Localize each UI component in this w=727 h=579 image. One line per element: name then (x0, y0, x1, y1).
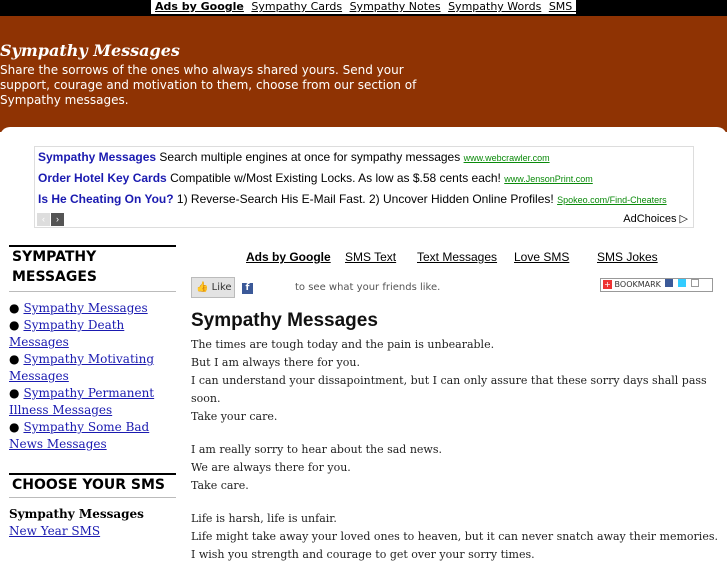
sidebar-link[interactable]: Sympathy Permanent Illness Messages (9, 386, 155, 417)
ads-by-google-link[interactable]: Ads by Google (155, 0, 244, 13)
twitter-share-icon (678, 279, 686, 287)
site-title[interactable]: Sympathy Messages (0, 41, 180, 60)
ad-desc: Search multiple engines at once for sympathy messages (159, 150, 461, 164)
ad-url[interactable]: www.webcrawler.com (463, 153, 550, 163)
next-ad-button[interactable]: › (51, 213, 64, 226)
prev-ad-button[interactable]: ‹ (37, 213, 50, 226)
article-line: But I am always there for you. (191, 356, 360, 369)
friends-like-text: to see what your friends like. (295, 282, 441, 293)
article-paragraph (191, 336, 721, 426)
thumbs-up-icon: 👍 (196, 282, 209, 293)
top-ad-link[interactable]: SMS Message (548, 0, 624, 13)
top-ad-links (151, 0, 624, 14)
sidebar-item[interactable] (9, 385, 179, 419)
link-ad[interactable]: Text Messages (417, 250, 498, 264)
top-ad-link[interactable]: Sympathy Words (448, 0, 542, 13)
article-title: Sympathy Messages (191, 310, 378, 331)
bullet-icon: ● (9, 318, 20, 332)
sidebar-heading-sms: CHOOSE YOUR SMS (9, 473, 176, 498)
sidebar-item[interactable] (9, 351, 179, 385)
ad-desc: Compatible w/Most Existing Locks. As low as $.58 cents each! (170, 171, 501, 185)
sidebar-link[interactable]: Sympathy Some Bad News Messages (9, 420, 150, 451)
like-label: Like (211, 282, 232, 293)
bullet-icon: ● (9, 301, 20, 315)
top-ad-link[interactable]: Sympathy Notes (349, 0, 441, 13)
like-button[interactable] (191, 277, 235, 298)
article-line: I can understand your dissapointment, but I can only assure that these sorry days shall pass soon. (191, 374, 707, 405)
article-line: We are always there for you. (191, 461, 351, 474)
sms-link-new-year[interactable]: New Year SMS (9, 524, 101, 538)
ad-box (34, 146, 694, 228)
article-line: The times are tough today and the pain is unbearable. (191, 338, 495, 351)
article-line: I wish you strength and courage to get over your sorry times. (191, 548, 535, 561)
site-description: Share the sorrows of the ones who always shared yours. Send your support, courage and motivation to them, choose from our section of Sympathy messages. (0, 63, 417, 107)
sidebar-item[interactable] (9, 317, 179, 351)
facebook-icon[interactable]: f (242, 283, 253, 294)
sidebar-link[interactable]: Sympathy Death Messages (9, 318, 125, 349)
article-line: Take care. (191, 479, 249, 492)
facebook-share-icon (665, 279, 673, 287)
ad-url[interactable]: Spokeo.com/Find-Cheaters (557, 195, 667, 205)
ad-nav (37, 211, 65, 226)
link-ad[interactable]: SMS Text (345, 250, 397, 264)
ad-title[interactable]: Is He Cheating On You? (38, 192, 174, 206)
article-paragraph (191, 510, 721, 564)
article-paragraph (191, 441, 721, 495)
sidebar-link[interactable]: Sympathy Motivating Messages (9, 352, 155, 383)
bullet-icon: ● (9, 352, 20, 366)
ad-title[interactable]: Order Hotel Key Cards (38, 171, 167, 185)
sidebar-item[interactable] (9, 419, 179, 453)
bookmark-label: BOOKMARK (614, 280, 661, 289)
sidebar-heading-messages: SYMPATHY MESSAGES (9, 245, 176, 292)
ad-title[interactable]: Sympathy Messages (38, 150, 157, 164)
ad-item[interactable] (38, 171, 593, 185)
email-share-icon (691, 279, 699, 287)
link-ad[interactable]: Love SMS (514, 250, 570, 264)
article-line: Life might take away your loved ones to heaven, but it can never snatch away their memories. (191, 530, 718, 543)
sidebar-link[interactable]: Sympathy Messages (23, 301, 148, 315)
plus-icon: + (604, 280, 611, 289)
sms-current-item: Sympathy Messages (9, 507, 144, 521)
adchoices-icon: ▷ (679, 213, 688, 225)
ads-by-google-link[interactable]: Ads by Google (246, 250, 331, 264)
article-body (191, 336, 721, 579)
ad-item[interactable] (38, 192, 667, 206)
link-ad[interactable]: SMS Jokes (597, 250, 658, 264)
bookmark-button[interactable] (600, 278, 713, 292)
sidebar-list (9, 300, 179, 453)
ad-url[interactable]: www.JensonPrint.com (504, 174, 593, 184)
bullet-icon: ● (9, 386, 20, 400)
adchoices-label: AdChoices (623, 213, 677, 225)
sidebar-item[interactable] (9, 300, 179, 317)
article-line: Life is harsh, life is unfair. (191, 512, 337, 525)
ad-desc: 1) Reverse-Search His E-Mail Fast. 2) Uncover Hidden Online Profiles! (176, 192, 554, 206)
top-ad-link[interactable]: Sympathy Cards (251, 0, 343, 13)
bullet-icon: ● (9, 420, 20, 434)
adchoices-link[interactable] (623, 212, 688, 225)
article-line: Take your care. (191, 410, 278, 423)
ad-item[interactable] (38, 150, 550, 164)
article-line: I am really sorry to hear about the sad news. (191, 443, 442, 456)
